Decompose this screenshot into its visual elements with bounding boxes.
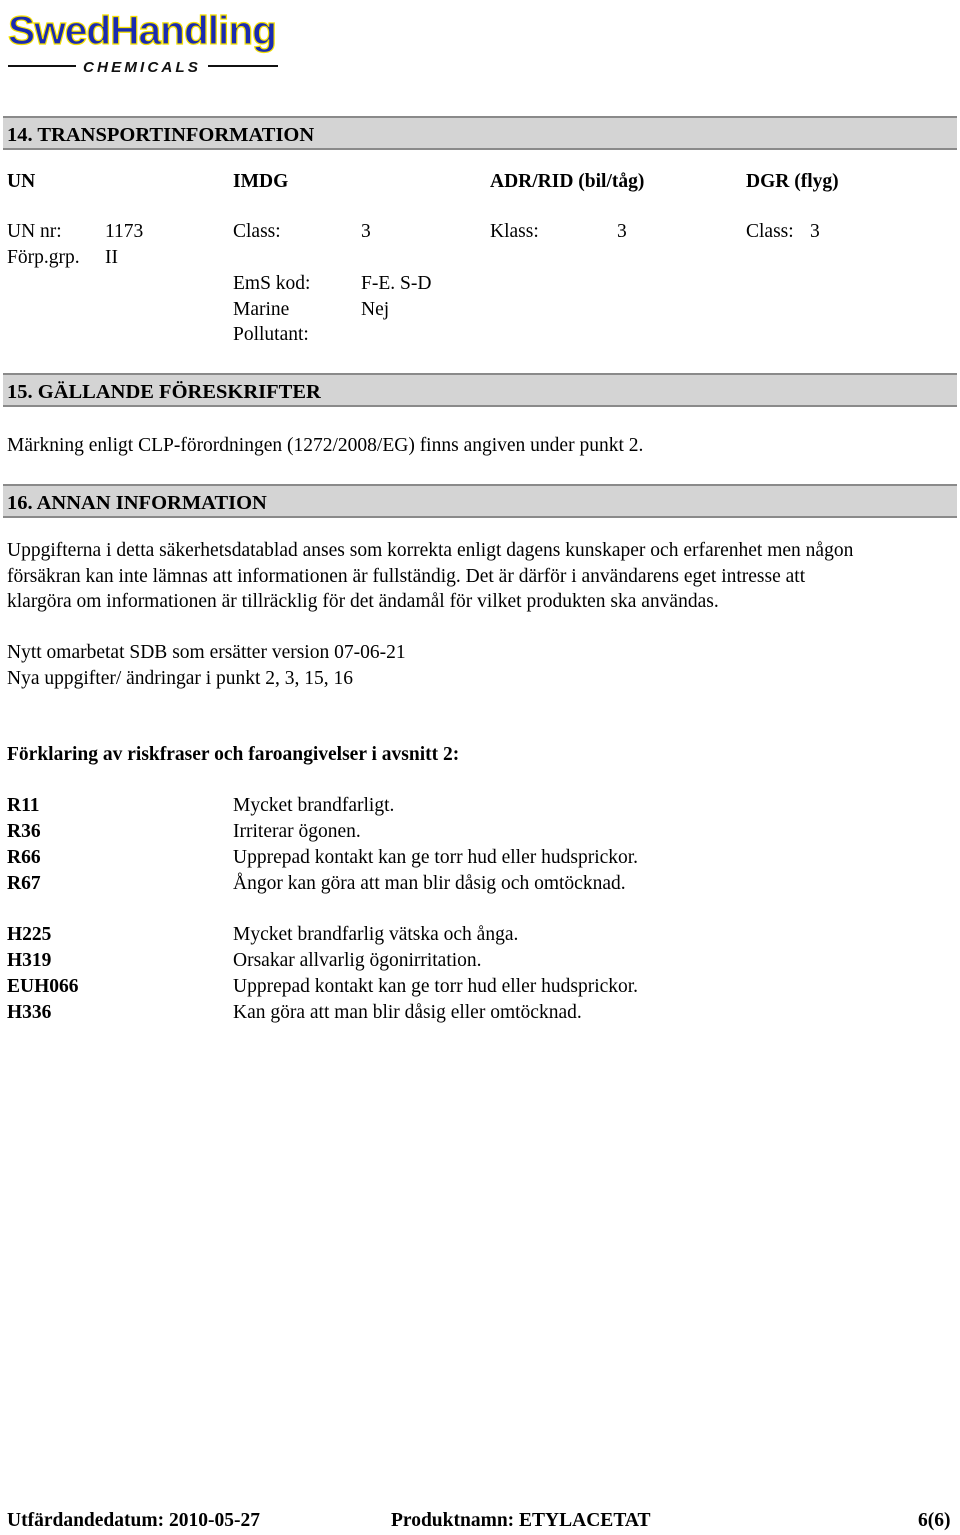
phrase-text: Mycket brandfarligt. [233, 795, 395, 816]
footer-issue-date: Utfärdandedatum: 2010-05-27 [7, 1510, 260, 1531]
section-15-header [3, 373, 957, 407]
phrase-code: R67 [7, 873, 41, 894]
adr-klass-label: Klass: [490, 221, 539, 242]
header-dgr: DGR (flyg) [746, 171, 839, 192]
swedhandling-logo [4, 2, 284, 76]
info-paragraph-line-1: Uppgifterna i detta säkerhetsdatablad anses som korrekta enligt dagens kunskaper och erfarenhet men någon [7, 540, 854, 561]
phrase-code: R36 [7, 821, 41, 842]
un-nr-value: 1173 [105, 221, 144, 242]
forp-grp-value: II [105, 247, 118, 268]
phrase-code: H225 [7, 924, 52, 945]
explanation-heading: Förklaring av riskfraser och faroangivelser i avsnitt 2: [7, 744, 460, 765]
phrase-code: H319 [7, 950, 52, 971]
adr-klass-value: 3 [617, 221, 627, 242]
section-14-title: 14. TRANSPORTINFORMATION [7, 124, 315, 146]
section-16-header [3, 484, 957, 518]
phrase-text: Upprepad kontakt kan ge torr hud eller hudsprickor. [233, 847, 639, 868]
marine-value: Nej [361, 299, 390, 320]
forp-grp-label: Förp.grp. [7, 247, 80, 268]
section-15-title: 15. GÄLLANDE FÖRESKRIFTER [7, 381, 321, 403]
dgr-class-value: 3 [810, 221, 820, 242]
phrase-text: Irriterar ögonen. [233, 821, 361, 842]
phrase-text: Upprepad kontakt kan ge torr hud eller hudsprickor. [233, 976, 639, 997]
phrase-text: Mycket brandfarlig vätska och ånga. [233, 924, 519, 945]
logo-brand: SwedHandling [8, 9, 276, 53]
logo-sub: CHEMICALS [83, 59, 201, 76]
section-14-header [3, 116, 957, 150]
marine-label-1: Marine [233, 299, 290, 320]
header-adr: ADR/RID (bil/tåg) [490, 171, 645, 192]
phrase-code: H336 [7, 1002, 52, 1023]
section-15-text: Märkning enligt CLP-förordningen (1272/2008/EG) finns angiven under punkt 2. [7, 435, 644, 456]
footer-product-name: Produktnamn: ETYLACETAT [391, 1510, 651, 1531]
header-un: UN [7, 171, 36, 192]
phrase-text: Ångor kan göra att man blir dåsig och omtöcknad. [233, 873, 626, 894]
revision-note-1: Nytt omarbetat SDB som ersätter version 07-06-21 [7, 642, 406, 663]
imdg-class-label: Class: [233, 221, 281, 242]
info-paragraph-line-3: klargöra om informationen är tillräcklig för det ändamål för vilket produkten ska användas. [7, 591, 719, 612]
header-imdg: IMDG [233, 171, 289, 192]
ems-value: F-E. S-D [361, 273, 432, 294]
phrase-code: R66 [7, 847, 41, 868]
footer-page-number: 6(6) [918, 1510, 951, 1531]
phrase-text: Kan göra att man blir dåsig eller omtöcknad. [233, 1002, 582, 1023]
imdg-class-value: 3 [361, 221, 371, 242]
phrase-code: R11 [7, 795, 40, 816]
ems-label: EmS kod: [233, 273, 311, 294]
phrase-code: EUH066 [7, 976, 79, 997]
section-16-title: 16. ANNAN INFORMATION [7, 492, 267, 514]
marine-label-2: Pollutant: [233, 324, 309, 345]
phrase-text: Orsakar allvarlig ögonirritation. [233, 950, 482, 971]
dgr-class-label: Class: [746, 221, 794, 242]
un-nr-label: UN nr: [7, 221, 62, 242]
info-paragraph-line-2: försäkran kan inte lämnas att informationen är fullständig. Det är därför i användarens eget intresse att [7, 566, 806, 587]
revision-note-2: Nya uppgifter/ ändringar i punkt 2, 3, 15, 16 [7, 668, 354, 689]
